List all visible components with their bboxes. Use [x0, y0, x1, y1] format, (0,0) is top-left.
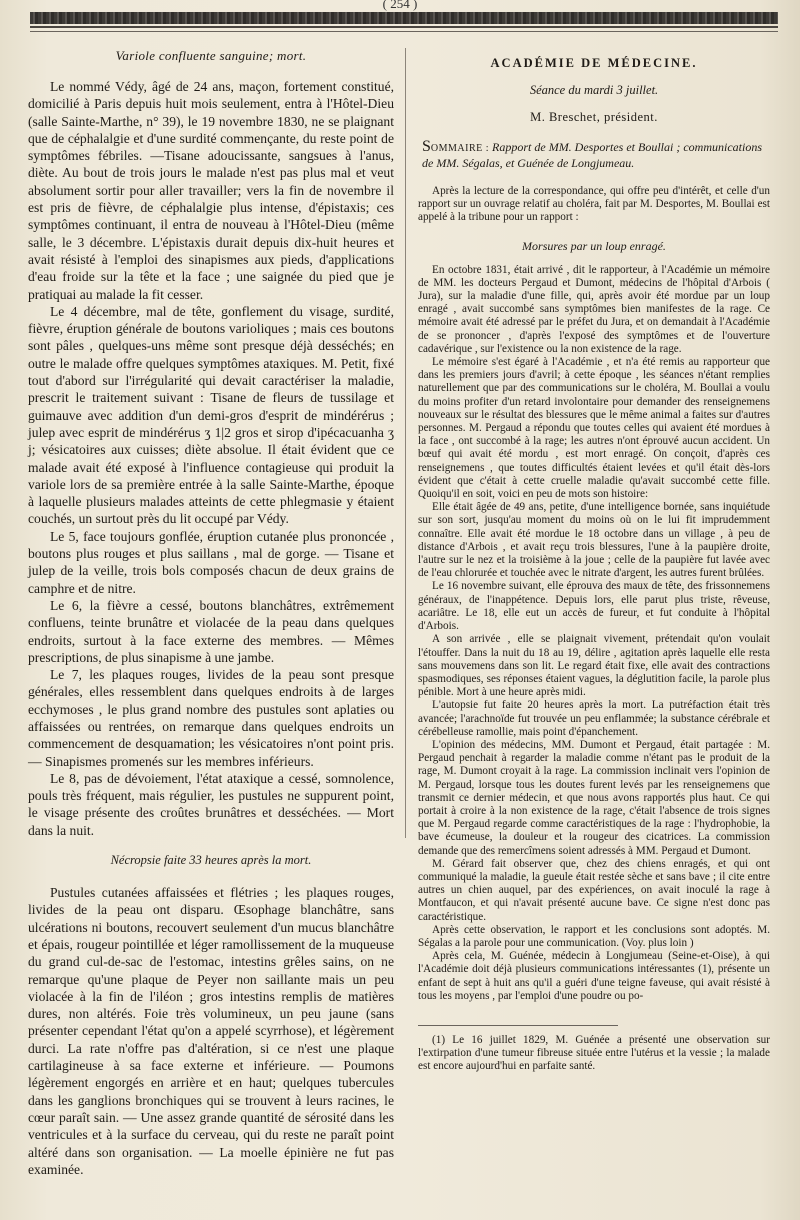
footnote: (1) Le 16 juillet 1829, M. Guénée a présenté une observation sur l'extirpation d'une tumeur fibreuse située entre l'utérus et la vessie ; la malade est encore aujourd'hui en parfaite santé.	[418, 1033, 770, 1073]
necropsy-paragraph: Pustules cutanées affaissées et flétries ; les plaques rouges, livides de la peau ont disparu. Œsophage blanchâtre, sans ulcérations ni boutons, recouvert seulement d'un mucus blanchâtre et épais, rougeur pointillée et léger ramollissement de la muqueuse du grand cul-de-sac de l'estomac, intestins grêles sains, on ne remarque qu'une plaque de Peyer non saillante mais un peu violacée à la fin de l'iléon ; gros intestins remplis de matières dures, non altérés. Foie très volumineux, un peu jaune (sans présenter cependant l'état qu'on a appelé scyrrhose), et légèrement durci. La rate n'offre pas d'altération, si ce n'est une plaque cartilagineuse à sa face externe et inférieure. — Poumons légèrement engorgés en arrière et en haut; quelques tubercules dans les ganglions bronchiques qui se trouvent à leurs racines, le cœur paraît sain. — Une assez grande quantité de sérosité dans les ventricules et à la surface du cerveau, qui du reste ne paraît point altéré dans son organisation. — La moelle épinière ne fut pas examinée.	[28, 885, 394, 1177]
report-paragraph: Le 16 novembre suivant, elle éprouva des maux de tête, des frissonnemens généraux, de l'inappétence. Depuis lors, elle parut plus triste, rêveuse, acariâtre. Le 18, elle eut un accès de fureur, et fut conduite à l'hôpital d'Arbois.	[418, 580, 770, 633]
footnote-divider	[418, 1025, 618, 1026]
report-title: Morsures par un loup enragé.	[522, 238, 666, 253]
report-paragraph: Après cela, M. Guénée, médecin à Longjumeau (Seine-et-Oise), à qui l'Académie doit déjà plusieurs communications intéressantes (1), présente un enfant de sept à huit ans qu'il a guéri d'une teigne faveuse, qui avait résisté à tous les moyens , par l'emploi d'une poudre ou po-	[418, 950, 770, 1002]
report-paragraph: En octobre 1831, était arrivé , dit le rapporteur, à l'Académie un mémoire de MM. les docteurs Pergaud et Dumont, médecins de l'hôpital d'Arbois ( Jura), sur la maladie d'une fille, qui, après avoir été mordue par un loup enragé , avait succombé sans symptômes bien manifestes de la rage. Ce mémoire avait été adressé par le préfet du Jura, et on demandait à l'Académie de se prononcer , d'après l'exposé des symptômes et de l'ouverture cadavérique , sur l'existence ou la non existence de la rage.	[418, 263, 770, 355]
report-paragraph: Après cette observation, le rapport et les conclusions sont adoptés. M. Ségalas a la parole pour une communication. (Voy. plus loin )	[418, 923, 770, 949]
necropsy-title: Nécropsie faite 33 heures après la mort.	[110, 853, 312, 868]
case-paragraph: Le 6, la fièvre a cessé, boutons blanchâtres, extrêmement confluens, teinte brunâtre et violacée de la peau dans quelques endroits, surtout à la face externe des membres. — Mêmes prescriptions, de plus sinapisme à une jambe.	[28, 597, 394, 665]
summary-text: Rapport de MM. Desportes et Boullai ; communications de MM. Ségalas, et Guénée de Longjumeau.	[422, 140, 762, 170]
report-paragraph: Elle était âgée de 49 ans, petite, d'une intelligence bornée, sans inquiétude sur son sort, jusqu'au moment du moins où on le lui fit imprudemment connaître. Elle avait été mordue le 18 octobre dans un village , à peu de distance d'Arbois , et avait reçu trois blessures, l'une à la paupière droite, l'autre sur le nez et la troisième à la joue ; celle de la paupière fut lavée avec de l'eau chlorurée et touchée avec le nitrate d'argent, les autres furent brûlées.	[418, 501, 770, 580]
report-paragraph: L'opinion des médecins, MM. Dumont et Pergaud, était partagée : M. Pergaud penchait à regarder la maladie comme n'étant pas le produit de la rage, M. Dumont croyait à la rage. La commission inclinait vers l'opinion de M. Pergaud, lorsque tous les doutes furent levés par les renseignemens que transmit ce dernier médecin, et que nous avons rapportés plus haut. Ce qui portait à croire à la non existence de la rage, c'était l'absence de trois signes que M. Pergaud regarde comme caractéristiques de la rage : l'hydrophobie, la bave écumeuse, la douleur et la rougeur des cicatrices. La commission demande que des remercîmens soient adressés à MM. Pergaud et Dumont.	[418, 738, 770, 857]
session-date: Séance du mardi 3 juillet.	[529, 83, 659, 97]
case-paragraph: Le 8, pas de dévoiement, l'état ataxique a cessé, somnolence, pouls très fréquent, mais régulier, les pustules ne suppurent point, le visage présente des croûtes brunâtres et desséchées. — Mort dans la nuit.	[28, 770, 394, 838]
left-column	[28, 48, 394, 1178]
report-paragraph: L'autopsie fut faite 20 heures après la mort. La putréfaction était très avancée; l'arachnoïde fut trouvée un peu enflammée; la substance cérébrale et cérébelleuse ramollie, mais point d'épanchement.	[418, 699, 770, 738]
report-paragraph: M. Gérard fait observer que, chez des chiens enragés, et qui ont communiqué la maladie, la gueule était restée sèche et sans bave ; il cite entre autres un chien auquel, par des expériences, on avait inoculé la rage à Montfaucon, et qui n'avait présenté aucune bave. Ce signe n'est donc pas caractéristique.	[418, 857, 770, 923]
page-number: ( 254 )	[382, 0, 418, 11]
case-title: Variole confluente sanguine; mort.	[115, 48, 307, 63]
case-paragraph: Le nommé Védy, âgé de 24 ans, maçon, fortement constitué, domicilié à Paris depuis huit mois seulement, entra à l'Hôtel-Dieu (salle Sainte-Marthe, n° 39), le 19 novembre 1830, ne se plaignant que de céphalalgie et d'une surdité commençante, du reste point de symptômes fébriles. —Tisane adoucissante, sangsues à l'anus, diète. Au bout de trois jours le malade n'est pas plus mal et veut absolument sortir pour aller travailler; vers la fin de novembre il est pris de fièvre, de céphalalgie plus intense, d'épistaxis; ces symptômes continuant, il entra de nouveau à l'Hôtel-Dieu (même salle, le 3 décembre. L'épistaxis durait depuis dix-huit heures et avait résisté à l'emploi des sinapismes aux pieds, d'applications d'eau froide sur la tête et la face ; une saignée du pied que je pratiquai au malade la fit cesser.	[28, 79, 394, 302]
summary-label: OMMAIRE :	[430, 143, 490, 154]
section-heading: ACADÉMIE DE MÉDECINE.	[490, 56, 698, 70]
header-rule	[30, 12, 778, 34]
president-line: M. Breschet, président.	[530, 110, 658, 124]
case-paragraph: Le 4 décembre, mal de tête, gonflement du visage, surdité, fièvre, éruption générale de boutons varioliques ; mais ces boutons sont pâles , quelques-uns même sont presque déjà desséchés; en outre le malade offre quelques symptômes ataxiques. M. Petit, fixé tout d'abord sur l'irrégularité qui devait caractériser la maladie, prescrit le traitement suivant : Tisane de fleurs de tussilage et guimauve avec addition d'un demi-gros d'esprit de mindérérus ; julep avec esprit de mindérérus ʒ 1|2 gros et sirop d'ipécacuanha ʒ j; vésicatoires aux cuisses; diète absolue. Il était évident que ce malade avait été exposé à l'influence contagieuse qui produit la variole lors de sa première entrée à la salle Sainte-Marthe, époque à laquelle plusieurs malades atteints de cette phlegmasie y étaient couchés, un surtout près du lit occupé par Védy.	[28, 303, 394, 527]
right-column	[418, 48, 770, 1074]
summary	[418, 139, 770, 171]
intro-paragraph: Après la lecture de la correspondance, qui offre peu d'intérêt, et celle d'un rapport sur un ouvrage relatif au choléra, fait par M. Desportes, M. Boullai est appelé à la tribune pour un rapport :	[418, 185, 770, 224]
case-paragraph: Le 5, face toujours gonflée, éruption cutanée plus prononcée , boutons plus rouges et plus saillans , mal de gorge. — Tisane et julep de la veille, trois bols composés chacun de deux grains de camphre et de nitre.	[28, 528, 394, 596]
summary-dropcap: S	[422, 138, 431, 155]
report-paragraph: Le mémoire s'est égaré à l'Académie , et n'a été remis au rapporteur que dans les premiers jours d'avril; à cette époque , les séances n'étant remplies naturellement que par des communications sur le choléra, M. Boullai a voulu du moins profiter d'un retard involontaire pour demander des renseignemens nouveaux sur le résultat des blessures que le même animal a faites sur d'autres personnes. M. Pergaud a répondu que toutes celles qui avaient été mordues à la face , ont succombé à la rage; les autres n'ont éprouvé aucun accident. Un bœuf qui avait été mordu , est mort enragé. On conçoit, d'après ces renseignemens , que toutes difficultés étaient levées et qu'il était dès-lors évident que c'était à cette cruelle maladie qu'avait succombé cette fille. Quoiqu'il en soit, voici en peu de mots son histoire:	[418, 356, 770, 501]
column-divider	[405, 48, 406, 838]
report-paragraph: A son arrivée , elle se plaignait vivement, prétendait qu'on voulait l'étouffer. Dans la nuit du 18 au 19, délire , agitation après laquelle elle resta sans mouvemens dans son lit. Le regard était fixe, elle avait des contractions spasmodiques, ses réponses étaient vagues, la déglutition facile, la parole plus pénible. Mort à une heure après midi.	[418, 633, 770, 699]
case-paragraph: Le 7, les plaques rouges, livides de la peau sont presque générales, elles ressemblent dans quelques endroits à de larges ecchymoses , le plus grand nombre des pustules sont aplaties ou affaissées ou rentrées, on remarque dans quelques endroits un commencement de desquamation; les vésicatoires n'ont point pris. — Sinapismes promenés sur les membres inférieurs.	[28, 667, 394, 769]
